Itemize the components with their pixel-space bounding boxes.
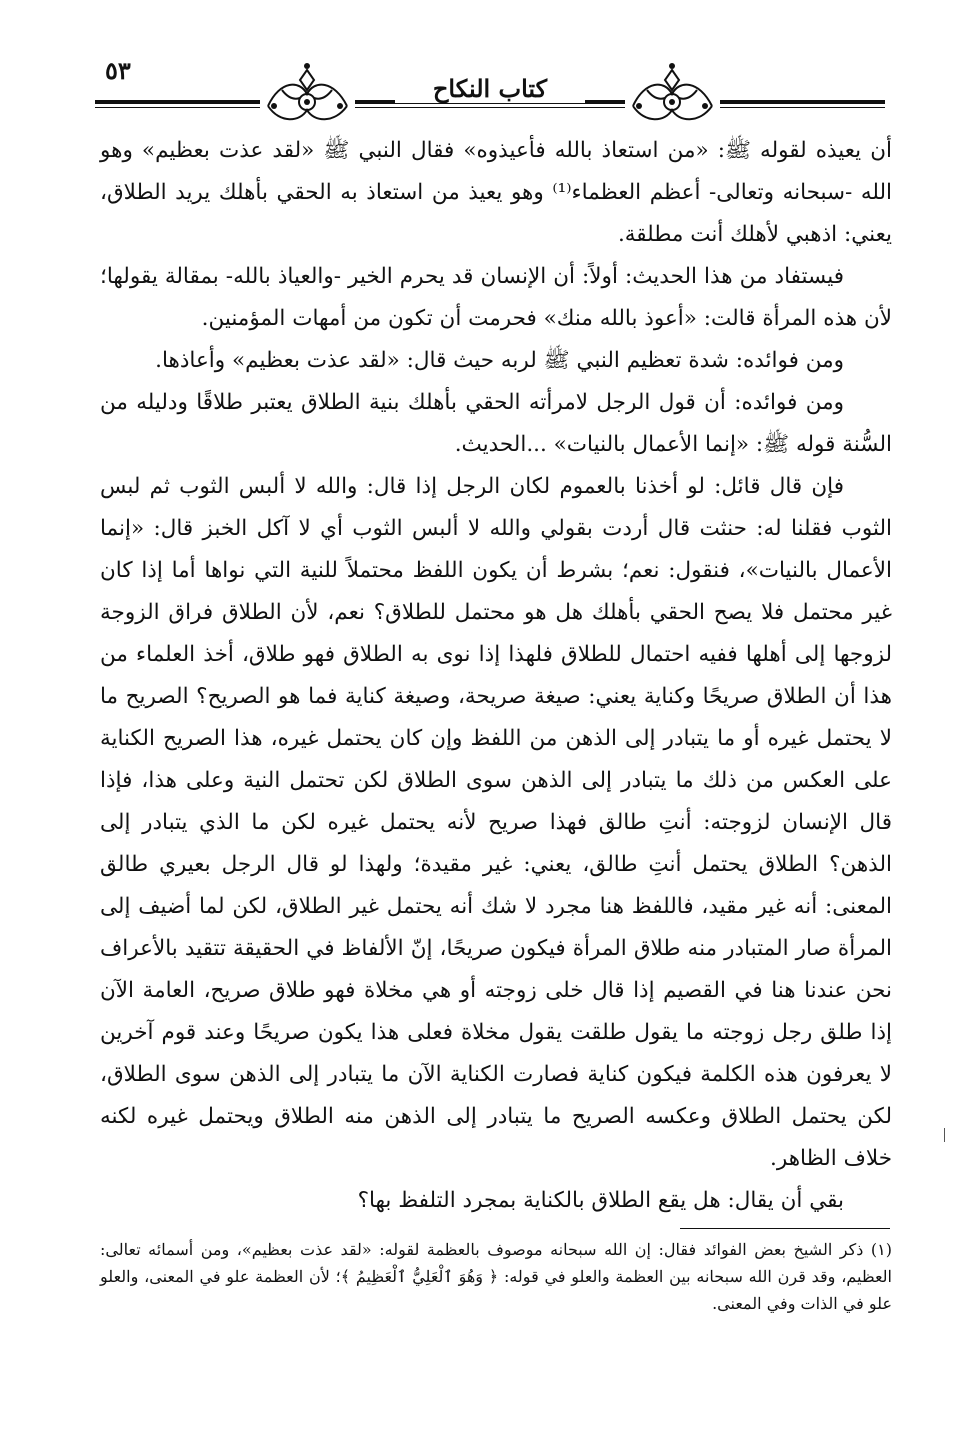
ornament-right-icon [625,60,720,128]
footnote-rule [680,1228,890,1229]
margin-mark [944,1128,945,1142]
paragraph: ومن فوائده: أن قول الرجل لامرأته الحقي بأهلك بنية الطلاق يعتبر طلاقًا ودليله من السُّنة قوله ﷺ: «إنما الأعمال بالنيات» ...الحديث. [100,390,892,457]
header-rule-thin [95,107,885,108]
main-text [100,130,892,1222]
paragraph: فيستفاد من هذا الحديث: أولاً: أن الإنسان قد يحرم الخير -والعياذ بالله- بمقالة يقولها؛ لأن هذه المرأة قالت: «أعوذ بالله منك» فحرمت أن تكون من أمهات المؤمنين. [100,264,892,331]
paragraph: أن يعيذه لقوله ﷺ: «من استعاذ بالله فأعيذوه» فقال النبي ﷺ «لقد عذت بعظيم» وهو الله -سبحانه وتعالى- أعظم العظماء⁽¹⁾ وهو يعيذ من استعاذ به الحقي بأهلك يريد الطلاق، يعني: اذهبي لأهلك أنت مطلقة. [100,138,892,247]
page-number: ٥٣ [99,56,137,85]
ornament-left-icon [260,60,355,128]
paragraph: ومن فوائده: شدة تعظيم النبي ﷺ لربه حيث قال: «لقد عذت بعظيم» وأعاذها. [155,348,844,373]
page-header [95,56,885,126]
footnote: (١) ذكر الشيخ بعض الفوائد فقال: إن الله سبحانه موصوف بالعظمة لقوله: «لقد عذت بعظيم»، ومن أسمائه تعالى: العظيم، وقد قرن الله سبحانه بين العظمة والعلو في قوله: ﴿ وَهُوَ ٱلْعَلِيُّ ٱلْعَظِيمُ ﴾؛ لأن العظمة علو في المعنى، والعلو علو في الذات وفي المعنى. [100,1240,893,1313]
paragraph: فإن قال قائل: لو أخذنا بالعموم لكان الرجل إذا قال: والله لا ألبس الثوب ثم لبس الثوب فقلنا له: حنثت قال أردت بقولي والله لا ألبس الثوب أي لا آكل الخبز قال: «إنما الأعمال بالنيات»، فنقول: نعم؛ بشرط أن يكون اللفظ محتملاً للنية التي نواها أما إذا كان غير محتمل فلا يصح الحقي بأهلك هل هو محتمل للطلاق؟ نعم، لأن الطلاق فراق الزوجة لزوجها إلى أهلها ففيه احتمال للطلاق فلهذا إذا نوى به الطلاق فهو طلاق، أخذ العلماء من هذا أن الطلاق صريحًا وكناية يعني: صيغة صريحة، وصيغة كناية فما هو الصريح؟ الصريح ما لا يحتمل غيره أو ما يتبادر إلى الذهن من اللفظ وإن كان يحتمل غيره، هذا الصريح الكناية على العكس من ذلك ما يتبادر إلى الذهن سوى الطلاق لكن تحتمل النية وعلى هذا، فإذا قال الإنسان لزوجته: أنتِ طالق فهذا صريح لأنه يحتمل غيره لكن ما الذي يتبادر إلى الذهن؟ الطلاق يحتمل أنتِ طالق، يعني: غير مقيدة؛ ولهذا لو قال الرجل بعيري طالق المعنى: أنه غير مقيد، فاللفظ هنا مجرد لا شك أنه يحتمل غير الطلاق، لكن لما أضيف إلى المرأة صار المتبادر منه طلاق المرأة فيكون صريحًا، إنّ الألفاظ في الحقيقة تتقيد بالأعراف نحن عندنا هنا في القصيم إذا قال خلى زوجته أو هي مخلاة فهو طلاق صريح، العامة الآن إذا طلق رجل زوجته ما يقول طلقت يقول مخلاة فعلى هذا يكون صريحًا وعند قوم آخرين لا يعرفون هذه الكلمة فيكون كناية فصارت الكناية الآن ما يتبادر إلى الذهن سوى الطلاق، لكن يحتمل الطلاق وعكسه الصريح ما يتبادر إلى الذهن منه الطلاق ويحتمل غيره لكنه خلاف الظاهر. [100,474,892,1171]
paragraph: بقي أن يقال: هل يقع الطلاق بالكناية بمجرد التلفظ بها؟ [357,1188,844,1213]
running-title: كتاب النكاح [395,74,585,103]
